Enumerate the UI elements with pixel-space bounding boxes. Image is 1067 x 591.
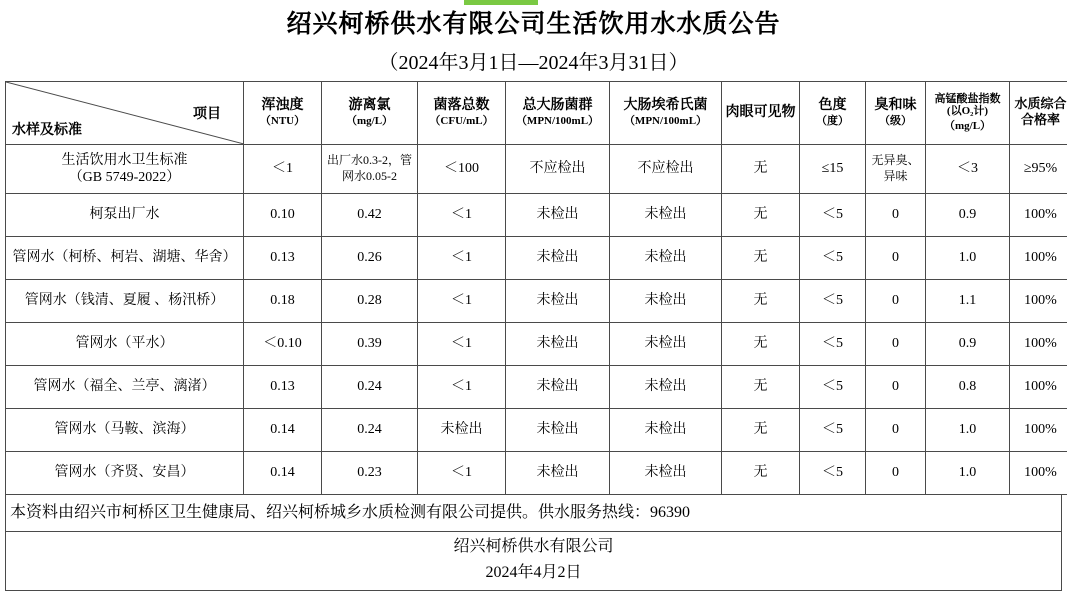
column-header-unit: （NTU） xyxy=(246,115,319,129)
cell-turbidity: 0.10 xyxy=(244,194,322,237)
cell-permanganate-index: 0.9 xyxy=(926,194,1010,237)
cell-colony-count: ＜1 xyxy=(418,323,506,366)
cell-permanganate-index: 1.0 xyxy=(926,452,1010,495)
column-header-total-coliform xyxy=(506,82,610,145)
cell-visible-matter: 无 xyxy=(722,409,800,452)
column-header-name: 大肠埃希氏菌 xyxy=(624,98,708,113)
cell-total-coliform: 未检出 xyxy=(506,194,610,237)
column-header-unit: （mg/L） xyxy=(928,120,1007,134)
cell-odor-taste: 0 xyxy=(866,409,926,452)
standard-cell-turbidity: ＜1 xyxy=(244,145,322,194)
footer-date: 2024年4月2日 xyxy=(6,560,1061,586)
column-header-name: 菌落总数 xyxy=(434,98,490,113)
cell-turbidity: 0.13 xyxy=(244,237,322,280)
cell-total-coliform: 未检出 xyxy=(506,280,610,323)
cell-chroma: ＜5 xyxy=(800,194,866,237)
table-row xyxy=(6,194,1067,237)
standard-row-label xyxy=(6,145,244,194)
column-header-visible-matter xyxy=(722,82,800,145)
standard-cell-permanganate-index: ＜3 xyxy=(926,145,1010,194)
row-label: 管网水（钱清、夏履 、杨汛桥） xyxy=(6,280,244,323)
row-label: 管网水（福全、兰亭、漓渚） xyxy=(6,366,244,409)
standard-name: 生活饮用水卫生标准 xyxy=(8,152,241,170)
row-label: 管网水（柯桥、柯岩、湖塘、华舍） xyxy=(6,237,244,280)
cell-turbidity: ＜0.10 xyxy=(244,323,322,366)
cell-visible-matter: 无 xyxy=(722,194,800,237)
column-header-name: 浑浊度 xyxy=(262,98,304,113)
cell-total-coliform: 未检出 xyxy=(506,323,610,366)
cell-visible-matter: 无 xyxy=(722,366,800,409)
standard-cell-visible-matter: 无 xyxy=(722,145,800,194)
cell-visible-matter: 无 xyxy=(722,452,800,495)
highlight-marker xyxy=(464,0,538,5)
cell-overall-pass-rate: 100% xyxy=(1010,237,1067,280)
row-label: 管网水（马鞍、滨海） xyxy=(6,409,244,452)
table-row xyxy=(6,366,1067,409)
cell-chroma: ＜5 xyxy=(800,409,866,452)
cell-visible-matter: 无 xyxy=(722,237,800,280)
table-row xyxy=(6,452,1067,495)
cell-permanganate-index: 1.1 xyxy=(926,280,1010,323)
cell-odor-taste: 0 xyxy=(866,452,926,495)
table-row xyxy=(6,237,1067,280)
cell-chroma: ＜5 xyxy=(800,237,866,280)
cell-overall-pass-rate: 100% xyxy=(1010,194,1067,237)
row-label: 管网水（齐贤、安昌） xyxy=(6,452,244,495)
cell-total-coliform: 未检出 xyxy=(506,237,610,280)
cell-permanganate-index: 0.8 xyxy=(926,366,1010,409)
cell-ecoli: 未检出 xyxy=(610,366,722,409)
column-header-unit: （级） xyxy=(868,115,923,129)
page-title: 绍兴柯桥供水有限公司生活饮用水水质公告 xyxy=(0,0,1067,40)
cell-turbidity: 0.18 xyxy=(244,280,322,323)
cell-free-chlorine: 0.23 xyxy=(322,452,418,495)
table-row xyxy=(6,280,1067,323)
cell-permanganate-index: 0.9 xyxy=(926,323,1010,366)
column-header-name: 肉眼可见物 xyxy=(726,105,796,120)
column-header-name: 水质综合合格率 xyxy=(1012,96,1067,127)
standard-cell-total-coliform: 不应检出 xyxy=(506,145,610,194)
cell-turbidity: 0.14 xyxy=(244,452,322,495)
cell-colony-count: ＜1 xyxy=(418,280,506,323)
cell-turbidity: 0.13 xyxy=(244,366,322,409)
cell-overall-pass-rate: 100% xyxy=(1010,452,1067,495)
cell-ecoli: 未检出 xyxy=(610,409,722,452)
cell-colony-count: ＜1 xyxy=(418,237,506,280)
table-row xyxy=(6,409,1067,452)
column-header-chroma xyxy=(800,82,866,145)
water-quality-table xyxy=(5,81,1067,495)
cell-overall-pass-rate: 100% xyxy=(1010,280,1067,323)
cell-chroma: ＜5 xyxy=(800,280,866,323)
cell-total-coliform: 未检出 xyxy=(506,366,610,409)
cell-free-chlorine: 0.39 xyxy=(322,323,418,366)
column-header-unit: （MPN/100mL） xyxy=(612,115,719,129)
cell-free-chlorine: 0.42 xyxy=(322,194,418,237)
column-header-colony-count xyxy=(418,82,506,145)
cell-overall-pass-rate: 100% xyxy=(1010,366,1067,409)
column-header-unit: （MPN/100mL） xyxy=(508,115,607,129)
cell-free-chlorine: 0.24 xyxy=(322,366,418,409)
column-header-name: 臭和味 xyxy=(875,98,917,113)
standard-code: （GB 5749-2022） xyxy=(8,169,241,187)
column-header-name: 总大肠菌群 xyxy=(523,98,593,113)
cell-permanganate-index: 1.0 xyxy=(926,237,1010,280)
column-header-odor-taste xyxy=(866,82,926,145)
standard-cell-chroma: ≤15 xyxy=(800,145,866,194)
corner-row-label: 水样及标准 xyxy=(12,122,82,140)
column-header-unit: （度） xyxy=(802,115,863,129)
corner-column-label: 项目 xyxy=(193,106,221,124)
column-header-unit: （mg/L） xyxy=(324,115,415,129)
footer-signature xyxy=(5,532,1062,591)
cell-odor-taste: 0 xyxy=(866,323,926,366)
cell-overall-pass-rate: 100% xyxy=(1010,409,1067,452)
cell-colony-count: ＜1 xyxy=(418,452,506,495)
column-header-permanganate-index xyxy=(926,82,1010,145)
cell-free-chlorine: 0.28 xyxy=(322,280,418,323)
footer-note: 本资料由绍兴市柯桥区卫生健康局、绍兴柯桥城乡水质检测有限公司提供。供水服务热线：96390 xyxy=(5,495,1062,532)
cell-odor-taste: 0 xyxy=(866,366,926,409)
footer-company: 绍兴柯桥供水有限公司 xyxy=(6,534,1061,560)
standard-row xyxy=(6,145,1067,194)
column-header-turbidity xyxy=(244,82,322,145)
standard-cell-free-chlorine: 出厂水0.3-2，管网水0.05-2 xyxy=(322,145,418,194)
column-header-ecoli xyxy=(610,82,722,145)
standard-cell-ecoli: 不应检出 xyxy=(610,145,722,194)
cell-odor-taste: 0 xyxy=(866,237,926,280)
table-corner-cell xyxy=(6,82,244,145)
column-header-free-chlorine xyxy=(322,82,418,145)
cell-colony-count: ＜1 xyxy=(418,194,506,237)
cell-chroma: ＜5 xyxy=(800,366,866,409)
column-header-name: 游离氯 xyxy=(349,98,391,113)
cell-total-coliform: 未检出 xyxy=(506,409,610,452)
page-subtitle: （2024年3月1日—2024年3月31日） xyxy=(0,40,1067,81)
row-label: 管网水（平水） xyxy=(6,323,244,366)
cell-free-chlorine: 0.26 xyxy=(322,237,418,280)
standard-cell-odor-taste: 无异臭、异味 xyxy=(866,145,926,194)
cell-odor-taste: 0 xyxy=(866,194,926,237)
cell-chroma: ＜5 xyxy=(800,452,866,495)
cell-total-coliform: 未检出 xyxy=(506,452,610,495)
cell-ecoli: 未检出 xyxy=(610,194,722,237)
cell-visible-matter: 无 xyxy=(722,323,800,366)
cell-colony-count: ＜1 xyxy=(418,366,506,409)
cell-odor-taste: 0 xyxy=(866,280,926,323)
cell-permanganate-index: 1.0 xyxy=(926,409,1010,452)
row-label: 柯泵出厂水 xyxy=(6,194,244,237)
cell-chroma: ＜5 xyxy=(800,323,866,366)
standard-cell-overall-pass-rate: ≥95% xyxy=(1010,145,1067,194)
table-row xyxy=(6,323,1067,366)
cell-turbidity: 0.14 xyxy=(244,409,322,452)
column-header-unit: （CFU/mL） xyxy=(420,115,503,129)
cell-ecoli: 未检出 xyxy=(610,323,722,366)
cell-ecoli: 未检出 xyxy=(610,280,722,323)
column-header-overall-pass-rate xyxy=(1010,82,1067,145)
cell-overall-pass-rate: 100% xyxy=(1010,323,1067,366)
column-header-name: 色度 xyxy=(819,98,847,113)
cell-visible-matter: 无 xyxy=(722,280,800,323)
cell-free-chlorine: 0.24 xyxy=(322,409,418,452)
cell-ecoli: 未检出 xyxy=(610,237,722,280)
table-header-row xyxy=(6,82,1067,145)
column-header-name: 高锰酸盐指数(以O₂计) xyxy=(928,93,1007,118)
standard-cell-colony-count: ＜100 xyxy=(418,145,506,194)
cell-colony-count: 未检出 xyxy=(418,409,506,452)
cell-ecoli: 未检出 xyxy=(610,452,722,495)
